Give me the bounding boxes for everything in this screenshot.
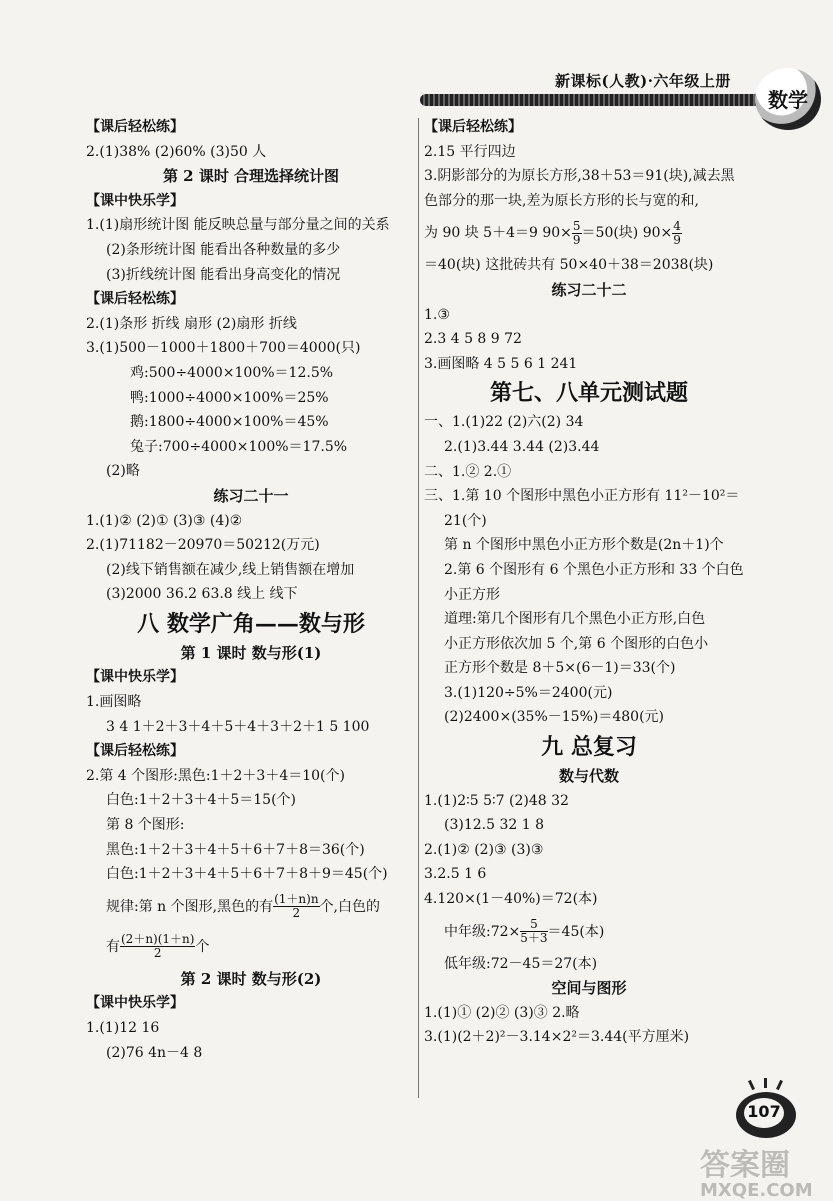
text-line: 鸭:1000÷4000×100%＝25% <box>130 389 329 406</box>
text-line: 白色:1＋2＋3＋4＋5＝15(个) <box>106 792 296 809</box>
text-line: 二、1.② 2.① <box>424 463 512 480</box>
section-heading: 第 1 课时 数与形(1) <box>180 643 322 662</box>
fraction-denominator: 9 <box>673 232 681 247</box>
text-line: 3.2.5 1 6 <box>424 866 487 883</box>
section-heading: 第 2 课时 合理选择统计图 <box>162 167 340 186</box>
watermark-text: 答案圈 <box>700 1148 790 1183</box>
text-line: 2.第 6 个图形有 6 个黑色小正方形和 33 个白色 <box>444 561 744 578</box>
math-badge-icon <box>755 68 821 130</box>
text-line: 白色:1＋2＋3＋4＋5＋6＋7＋8＋9＝45(个) <box>106 866 388 883</box>
text-line: 【课后轻松练】 <box>86 291 184 308</box>
text-line: 【课中快乐学】 <box>86 995 184 1012</box>
text-line: 2.(1)3.44 3.44 (2)3.44 <box>444 438 600 455</box>
ray-icon <box>764 1078 767 1088</box>
text-line: 色部分的那一块,差为原长方形的长与宽的和, <box>424 192 699 209</box>
fraction <box>273 893 319 920</box>
rule-line-1 <box>86 887 416 927</box>
watermark-url: MXQE.COM <box>700 1180 813 1201</box>
fraction-numerator: 4 <box>673 218 681 233</box>
section-heading: 第 2 课时 数与形(2) <box>180 969 322 988</box>
fraction-numerator: 5 <box>572 218 581 233</box>
fraction-denominator: 5＋3 <box>520 931 548 946</box>
section-heading: 练习二十二 <box>551 280 627 299</box>
header-title: 新课标(人教)·六年级上册 <box>555 72 731 90</box>
header-decorative-bar <box>420 94 765 106</box>
section-heading: 空间与图形 <box>551 979 627 998</box>
fraction <box>672 220 682 247</box>
text-line: 21(个) <box>444 512 487 529</box>
section-heading: 数与代数 <box>558 767 619 786</box>
text-line: 黑色:1＋2＋3＋4＋5＋6＋7＋8＝36(个) <box>106 841 365 858</box>
ray-icon <box>748 1080 755 1090</box>
text-line: 【课后轻松练】 <box>86 743 184 760</box>
text-line: 2.3 4 5 8 9 72 <box>424 331 522 348</box>
text-line: 2.(1)② (2)③ (3)③ <box>424 841 544 858</box>
frac2-part-b: ＝45(本) <box>547 923 605 940</box>
rule2-suffix: 个 <box>195 938 210 955</box>
text-line: 3.(1)120÷5%＝2400(元) <box>444 684 613 701</box>
text-line: 【课后轻松练】 <box>424 119 522 135</box>
rule1-suffix: 个,白色的 <box>319 898 381 915</box>
badge-label: 数学 <box>768 88 808 112</box>
text-line: 第 n 个图形中黑色小正方形个数是(2n＋1)个 <box>444 537 724 554</box>
text-line: 【课后轻松练】 <box>86 119 184 135</box>
fraction-denominator: 9 <box>572 232 581 247</box>
text-line: 1.(1)12 16 <box>86 1020 160 1036</box>
fraction-line-2 <box>424 912 754 952</box>
fraction-line <box>424 213 754 253</box>
text-line: 1.画图略 <box>86 694 142 711</box>
right-column <box>424 115 754 1050</box>
page-number: 107 <box>747 1102 781 1121</box>
text-line: 1.(1)① (2)② (3)③ 2.略 <box>424 1004 580 1021</box>
fraction <box>572 220 582 247</box>
section-heading: 八 数学广角——数与形 <box>137 610 365 637</box>
text-line: 正方形个数是 8＋5×(6－1)＝33(个) <box>444 660 676 677</box>
text-line: 1.(1)② (2)① (3)③ (4)② <box>86 512 243 529</box>
left-lines <box>86 115 416 887</box>
rule2-prefix: 有 <box>106 938 120 955</box>
text-line: 2.第 4 个图形:黑色:1＋2＋3＋4＝10(个) <box>86 767 345 784</box>
text-line: 3.画图略 4 5 5 6 1 241 <box>424 355 578 372</box>
text-line: 2.(1)38% (2)60% (3)50 人 <box>86 143 267 160</box>
rule-line-2 <box>86 927 416 967</box>
right-lines-a <box>424 115 754 213</box>
text-line: 3.(1)(2＋2)²－3.14×2²＝3.44(平方厘米) <box>424 1029 690 1046</box>
text-line: 小正方形 <box>444 586 500 603</box>
left-column <box>86 115 416 1065</box>
page-number-badge <box>732 1078 802 1142</box>
text-line: 2.(1)条形 折线 扇形 (2)扇形 折线 <box>86 315 297 332</box>
text-line: 【课中快乐学】 <box>86 669 184 686</box>
text-line: (3)折线统计图 能看出身高变化的情况 <box>106 266 341 283</box>
fraction-denominator: 2 <box>292 906 301 921</box>
text-line: 第 8 个图形: <box>106 817 185 834</box>
text-line: (2)线下销售额在减少,线上销售额在增加 <box>106 561 355 578</box>
text-line: 3.阴影部分的为原长方形,38＋53＝91(块),减去黑 <box>424 168 735 185</box>
text-line: (3)2000 36.2 63.8 线上 线下 <box>106 586 298 603</box>
text-line: 2.(1)71182－20970＝50212(万元) <box>86 537 320 554</box>
frac-line-part-b: ＝50(块) 90× <box>581 225 673 242</box>
fraction <box>520 918 547 945</box>
frac-line-part-a: 为 90 块 5＋4＝9 90× <box>424 225 572 242</box>
right-lines-b <box>424 253 754 911</box>
text-line: 鹅:1800÷4000×100%＝45% <box>130 414 329 431</box>
text-line: 低年级:72－45＝27(本) <box>444 955 598 972</box>
text-line: 4.120×(1－40%)＝72(本) <box>424 891 598 908</box>
text-line: 3.(1)500－1000＋1800＋700＝4000(只) <box>86 340 361 357</box>
text-line: 三、1.第 10 个图形中黑色小正方形有 11²－10²＝ <box>424 488 740 505</box>
right-lines-c <box>424 952 754 1050</box>
text-line: 兔子:700÷4000×100%＝17.5% <box>130 438 348 455</box>
text-line: 小正方形依次加 5 个,第 6 个图形的白色小 <box>444 635 709 652</box>
rule1-prefix: 规律:第 n 个图形,黑色的有 <box>106 898 274 915</box>
section-heading: 九 总复习 <box>541 734 637 761</box>
ray-icon <box>776 1080 783 1090</box>
text-line: (2)条形统计图 能看出各种数量的多少 <box>106 241 341 258</box>
text-line: 3 4 1＋2＋3＋4＋5＋4＋3＋2＋1 5 100 <box>106 718 370 735</box>
text-line: 1.(1)2∶5 5∶7 (2)48 32 <box>424 792 569 809</box>
fraction-numerator: (1＋n)n <box>274 892 319 907</box>
text-line: ＝40(块) 这批砖共有 50×40＋38＝2038(块) <box>424 257 714 274</box>
text-line: 2.15 平行四边 <box>424 143 516 160</box>
section-heading: 第七、八单元测试题 <box>489 380 688 407</box>
frac2-part-a: 中年级:72× <box>444 923 521 940</box>
text-line: 1.(1)扇形统计图 能反映总量与部分量之间的关系 <box>86 217 390 234</box>
text-line: 一、1.(1)22 (2)六(2) 34 <box>424 414 584 431</box>
text-line: (2)76 4n－4 8 <box>106 1044 203 1061</box>
left-tail-lines <box>86 967 416 1065</box>
fraction-numerator: (2＋n)(1＋n) <box>121 932 195 947</box>
section-heading: 练习二十一 <box>213 486 289 505</box>
text-line: (2)2400×(35%－15%)＝480(元) <box>444 709 664 726</box>
text-line: 【课中快乐学】 <box>86 192 184 209</box>
text-line: (2)略 <box>106 463 140 480</box>
text-line: 道理:第几个图形有几个黑色小正方形,白色 <box>444 611 706 628</box>
column-divider <box>418 118 419 1098</box>
text-line: 1.③ <box>424 306 450 323</box>
text-line: 鸡:500÷4000×100%＝12.5% <box>130 364 334 381</box>
fraction-denominator: 2 <box>153 946 162 961</box>
text-line: (3)12.5 32 1 8 <box>444 817 544 834</box>
watermark <box>700 1140 830 1201</box>
fraction-numerator: 5 <box>520 918 547 932</box>
fraction <box>120 933 195 960</box>
